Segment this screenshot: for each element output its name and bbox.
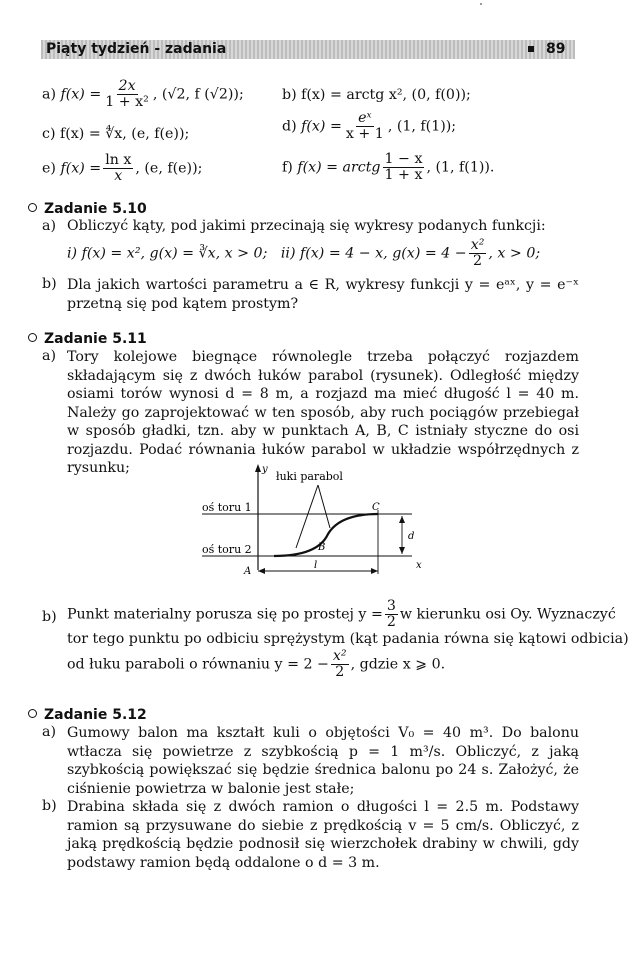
pointer-line-right <box>318 485 330 528</box>
exercise-5-11-a-text: Tory kolejowe biegnące równolegle trzeba połączyć rozjazdem składającym się z dwóch łuków parabol (rysunek). Odległość między osiami torów wynosi d = 8 m, a rozjazd ma mieć długość l = 40 m. Należy go zaprojektować w ten sposób, aby ruch pociągów przebiegał w sposób gładki, tzn. aby w punktach A, B, C istniały styczne do osi rozjazdu. Podać równania łuków parabol w układzie współrzędnych z rysunku; <box>67 349 579 476</box>
fraction: $\frac{2x}{\text{1 + x²}}$ <box>105 78 149 110</box>
part-label: a) <box>42 218 56 234</box>
y-axis-arrow-icon <box>255 464 261 472</box>
item-a: a) f(x) = $\frac{2x}{\text{1 + x²}}$ , (√2, f (√2)); <box>42 78 244 110</box>
part-label: b) <box>42 798 57 814</box>
railway-switch-figure <box>190 462 440 582</box>
l-arrow-left-icon <box>258 568 265 574</box>
x-axis-label: x <box>416 560 422 571</box>
exercise-5-12-a-text: Gumowy balon ma kształt kuli o objętości V₀ = 40 m³. Do balonu wtłacza się powietrze z szybkością p = 1 m³/s. Obliczyć, z jaką szybkością powiększać się będzie średnica balonu po 24 s. Założyć, że ciśnienie powietrza w balonie jest stałe; <box>67 725 579 797</box>
item-e: e) f(x) = $\frac{\text{ln x}}{x}$ , (e, f(e)); <box>42 152 203 184</box>
item-f: f) f(x) = arctg $\frac{1 - x}{1 + x}$ , (1, f(1)). <box>282 151 495 183</box>
l-arrow-right-icon <box>371 568 378 574</box>
d-label: d <box>408 531 415 542</box>
circle-bullet-icon <box>28 203 37 212</box>
point-c-label: C <box>372 502 380 513</box>
item-d: d) f(x) = $\frac{\text{eˣ}}{x + 1}$ , (1, f(1)); <box>282 110 457 142</box>
part-label: b) <box>42 276 57 292</box>
d-arrow-down-icon <box>399 547 405 554</box>
exercise-5-10-a-formulas: i) f(x) = x², g(x) = ∛x, x > 0; ii) f(x) = 4 − x, g(x) = 4 − $\frac{\text{x²}}{2}$ , x > 0; <box>67 237 541 269</box>
track-2-label: oś toru 2 <box>202 543 252 556</box>
part-label: a) <box>42 724 56 740</box>
fraction: $\frac{\text{x²}}{2}$ <box>332 648 347 680</box>
exercise-5-10-b-text: Dla jakich wartości parametru a ∈ R, wykresy funkcji y = eᵃˣ, y = e⁻ˣ przetną się pod kątem prostym? <box>67 277 579 312</box>
pointer-line-left <box>296 485 318 548</box>
item-b: b) f(x) = arctg x², (0, f(0)); <box>282 87 471 103</box>
fraction: $\frac{\text{ln x}}{x}$ <box>105 152 132 184</box>
exercise-5-10-title: Zadanie 5.10 <box>28 201 147 217</box>
circle-bullet-icon <box>28 709 37 718</box>
fraction: $\frac{\text{x²}}{2}$ <box>470 237 485 269</box>
item-c: c) f(x) = ∜x, (e, f(e)); <box>42 126 190 142</box>
arcs-label: łuki parabol <box>276 470 343 483</box>
exercise-5-11-b-line3: od łuku paraboli o równaniu y = 2 − $\frac{\text{x²}}{2}$ , gdzie x ⩾ 0. <box>67 648 446 680</box>
header-square-mark <box>528 46 534 52</box>
track-1-label: oś toru 1 <box>202 501 252 514</box>
exercise-5-10-a-text: Obliczyć kąty, pod jakimi przecinają się wykresy podanych funkcji: <box>67 218 546 234</box>
l-label: l <box>314 560 318 571</box>
part-label: b) <box>42 609 57 625</box>
fraction: $\frac{1 - x}{1 + x}$ <box>384 151 423 183</box>
fraction: $\frac{\text{eˣ}}{x + 1}$ <box>345 110 384 142</box>
part-label: a) <box>42 348 56 364</box>
page-number: 89 <box>546 41 566 57</box>
point-a-label: A <box>244 566 252 577</box>
point-b-label: B <box>318 542 326 553</box>
exercise-5-11-b-line2: tor tego punktu po odbiciu sprężystym (kąt padania równa się kątowi odbicia) <box>67 631 629 647</box>
circle-bullet-icon <box>28 333 37 342</box>
y-axis-label: y <box>262 464 268 475</box>
running-header-title: Piąty tydzień - zadania <box>46 41 227 57</box>
exercise-5-12-b-text: Drabina składa się z dwóch ramion o długości l = 2.5 m. Podstawy ramion są przysuwane do siebie z prędkością v = 5 cm/s. Obliczyć, z jaką prędkością będzie podnosił się wierzchołek drabiny w chwili, gdy podstawy ramion będą oddalone o d = 3 m. <box>67 799 579 871</box>
d-arrow-up-icon <box>399 516 405 523</box>
scan-speck <box>480 3 482 5</box>
exercise-5-11-b-line1: Punkt materialny porusza się po prostej y = $\frac{3}{2}$ w kierunku osi Oy. Wyznaczyć <box>67 598 616 630</box>
exercise-5-12-title: Zadanie 5.12 <box>28 707 147 723</box>
parabola-arcs <box>274 514 378 556</box>
exercise-5-11-title: Zadanie 5.11 <box>28 331 147 347</box>
fraction: $\frac{3}{2}$ <box>386 598 396 630</box>
